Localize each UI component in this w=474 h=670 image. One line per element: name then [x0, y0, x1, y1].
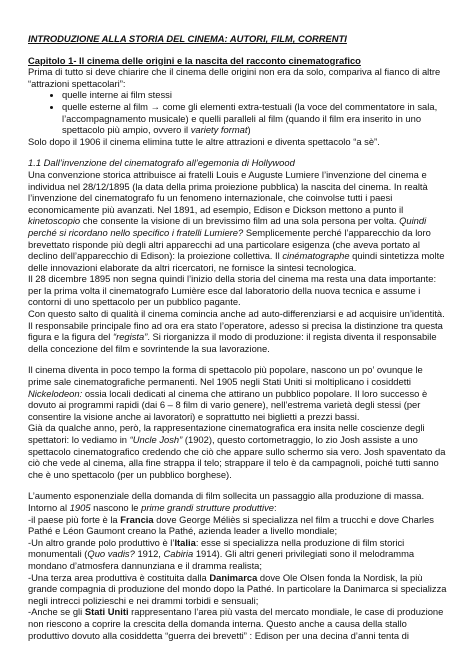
country-line: -Una terza area produttiva è costituita dalla Danimarca dove Ole Olsen fonda la Nordisk, la più grande compagnia di produzione del mondo dopo la Pathé. In particolare la Danimarca si specializza negli intrecci polizieschi e nei drammi torbidi e sensuali; [28, 571, 447, 606]
intro-paragraph: Prima di tutto si deve chiarire che il cinema delle origini non era da solo, compariva al fianco di altre “attrazioni spettacolari”: [28, 66, 441, 89]
country-line: -il paese più forte è la Francia dove George Méliès si specializza nel film a trucchi e dove Charles Pathé e Léon Gaumont creano la Pathé, azienda leader a livello mondiale; [28, 513, 434, 537]
intro-paragraph: Solo dopo il 1906 il cinema elimina tutte le altre attrazioni e diventa spettacolo “a sè”. [28, 135, 380, 147]
body-paragraph: Il 28 dicembre 1895 non segna quindi l’inizio della storia del cinema ma resta una data importante: per la prima volta il cinematografo Lumière esce dal laboratorio della nuova tecnica e assume i contorni di uno spettacolo per un pubblico pagante. [28, 273, 437, 308]
attractions-list [28, 89, 448, 135]
body-paragraph: Già da qualche anno, però, la rappresentazione cinematografica era insita nelle coscienze degli spettatori: lo vediamo in “Uncle Josh” (1902), questo cortometraggio, lo zio Josh assiste a uno spettacolo cinematografico credendo che ciò che appare sullo schermo sia vero. Josh spaventato da ciò che vede al cinema, alla fine strappa il telo; strappare il telo è da campagnoli, poiché tutti sanno che è uno spettacolo (per un pubblico borghese). [28, 422, 446, 480]
section-title: 1.1 Dall’invenzione del cinematografo all’egemonia di Hollywood [28, 157, 295, 169]
country-line: -Anche se gli Stati Uniti rappresentano l’area più vasta del mercato mondiale, le case di produzione non riescono a coprire la crescita della domanda interna. Questo anche a causa della stallo produttivo dovuto alla cosiddetta “guerra dei brevetti” : Edison per una decina d’anni tenta di [28, 606, 444, 641]
document-title: INTRODUZIONE ALLA STORIA DEL CINEMA: AUTORI, FILM, CORRENTI [28, 33, 347, 44]
chapter-title: Capitolo 1- Il cinema delle origini e la nascita del racconto cinematografico [28, 54, 361, 66]
body-paragraph: Il cinema diventa in poco tempo la forma di spettacolo più popolare, nascono un po’ ovunque le prime sale cinematografiche permanenti. Nel 1905 negli Stati Uniti si moltiplicano i cosiddetti Nickelodeon: ossia locali dedicati al cinema che attirano un pubblico popolare. Il loro successo è dovuto ai programmi rapidi (dai 6 – 8 film di vario genere), nell’estrema varietà degli stessi (per consentire la visione anche ai lavoratori) e soprattutto nei biglietti a prezzi bassi. [28, 364, 428, 422]
country-line: -Un altro grande polo produttivo è l’Italia: esse si specializza nella produzione di film storici monumentali (Quo vadis? 1912, Cabiria 1914). Gli altri generi privilegiati sono il melodramma mondano d’atmosfera dannunziana e il dramma realista; [28, 536, 415, 571]
body-paragraph: L’aumento esponenziale della domanda di film sollecita un passaggio alla produzione di massa. Intorno al 1905 nascono le prime grandi strutture produttive: [28, 490, 425, 513]
body-paragraph: Con questo salto di qualità il cinema comincia anche ad auto-differenziarsi e ad acquisire un’identità. Il responsabile principale fino ad ora era stato l’operatore, adesso si precisa la distinzione tra questa figura e la figura del “regista”. Si riorganizza il modo di produzione: il regista diventa il responsabile della concezione del film e sovrintende la sua lavorazione. [28, 308, 445, 354]
list-item: • quelle esterne al film → come gli elementi extra-testuali (la voce del commentatore in sala, l’accompagnamento musicale) e quelli paralleli al film (quando il film era inserito in uno spettacolo più ampio, ovvero il variety format) [62, 101, 448, 136]
list-item: • quelle interne ai film stessi [62, 89, 448, 101]
body-paragraph: Una convenzione storica attribuisce ai fratelli Louis e Auguste Lumiere l’invenzione del cinema e individua nel 28/12/1895 (la data della prima proiezione pubblica) la nascita del cinema. In realtà l’invenzione del cinematografo fu un fenomeno internazionale, che coinvolse tutti i paesi economicamente più avanzati. Nel 1891, ad esempio, Edison e Dickson mettono a punto il kinetoscopio che consente la visione di un brevissimo film ad una sola persona per volta. Quindi perché si ricordano nello specifico i fratelli Lumiere? Semplicemente perché l’apparecchio da loro brevettato risponde più degli altri apparecchi ad una particolare esigenza (che aveva portato al declino dell’apparecchio di Edison): la proiezione collettiva. Il cinématographe quindi sintetizza molte delle innovazioni elaborate da altri ricercatori, ne fornisce la sintesi tecnologica. [28, 168, 445, 273]
